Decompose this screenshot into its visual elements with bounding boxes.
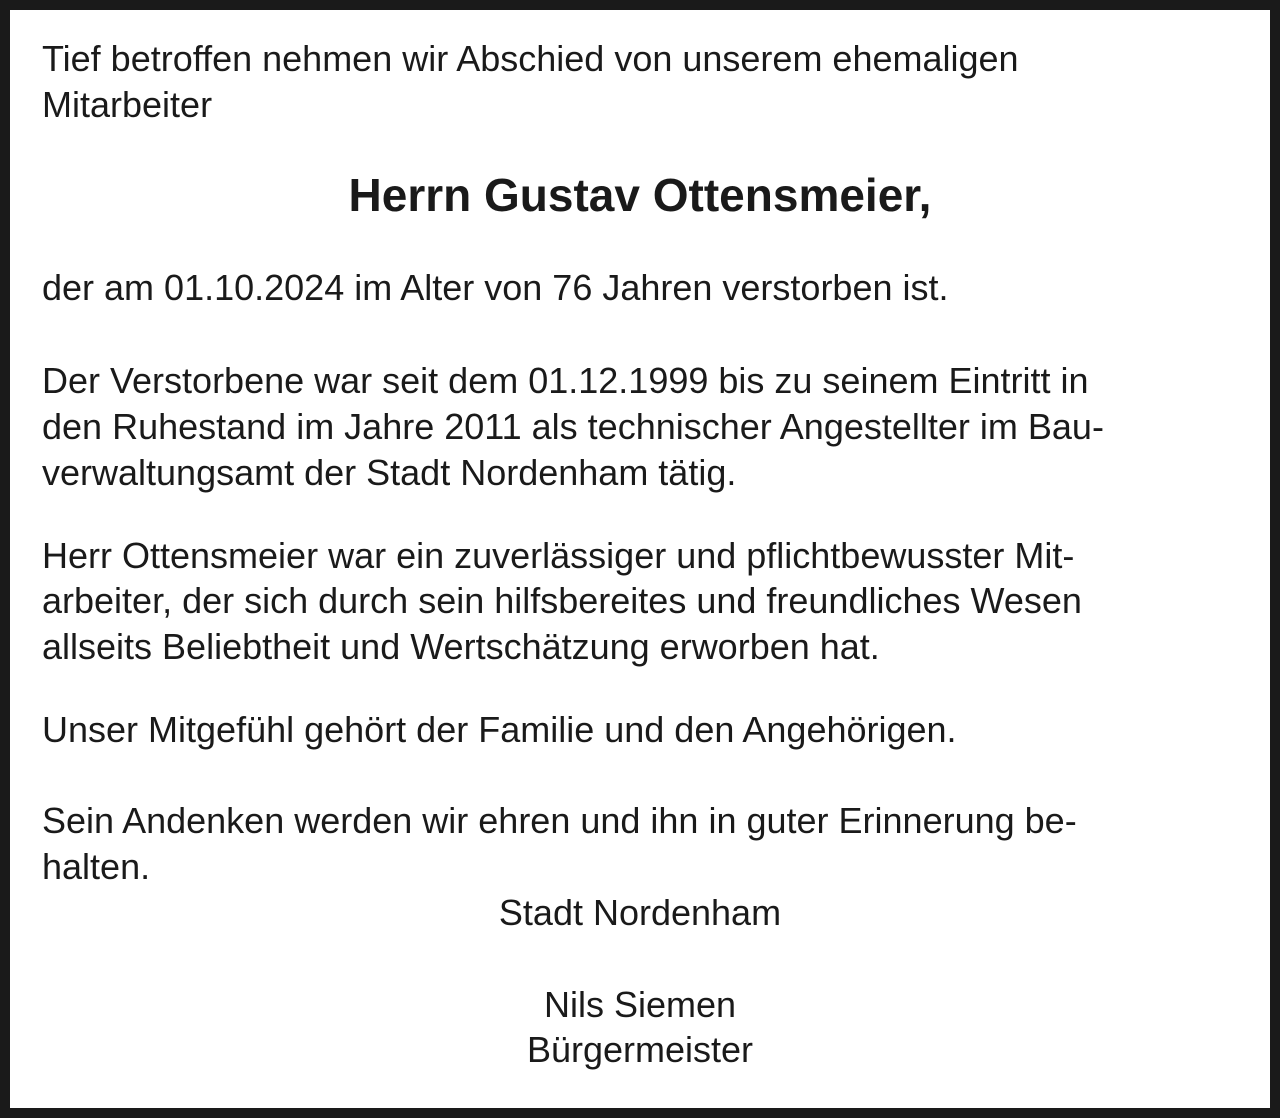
character-line: Herr Ottensmeier war ein zuverlässiger und pflichtbewusster Mit- xyxy=(42,535,1075,576)
intro-line: Tief betroffen nehmen wir Abschied von unserem ehemaligen xyxy=(42,38,1019,79)
signature-role: Bürgermeister xyxy=(526,1029,754,1070)
deceased-name: Herrn Gustav Ottensmeier, xyxy=(348,169,932,221)
signature-organization: Stadt Nordenham xyxy=(498,892,782,933)
career-line: den Ruhestand im Jahre 2011 als technischer Angestellter im Bau- xyxy=(42,406,1104,447)
career-line: verwaltungsamt der Stadt Nordenham tätig. xyxy=(42,452,737,493)
condolence-line: Unser Mitgefühl gehört der Familie und den Angehörigen. xyxy=(42,709,957,750)
death-line: der am 01.10.2024 im Alter von 76 Jahren verstorben ist. xyxy=(42,267,949,308)
character-line: allseits Beliebtheit und Wertschätzung erworben hat. xyxy=(42,626,880,667)
signature-name: Nils Siemen xyxy=(543,984,737,1025)
intro-line: Mitarbeiter xyxy=(42,84,213,125)
character-line: arbeiter, der sich durch sein hilfsbereites und freundliches Wesen xyxy=(42,580,1082,621)
remembrance-line: Sein Andenken werden wir ehren und ihn in guter Erinnerung be- xyxy=(42,800,1077,841)
remembrance-line: halten. xyxy=(42,846,151,887)
career-line: Der Verstorbene war seit dem 01.12.1999 bis zu seinem Eintritt in xyxy=(42,360,1089,401)
